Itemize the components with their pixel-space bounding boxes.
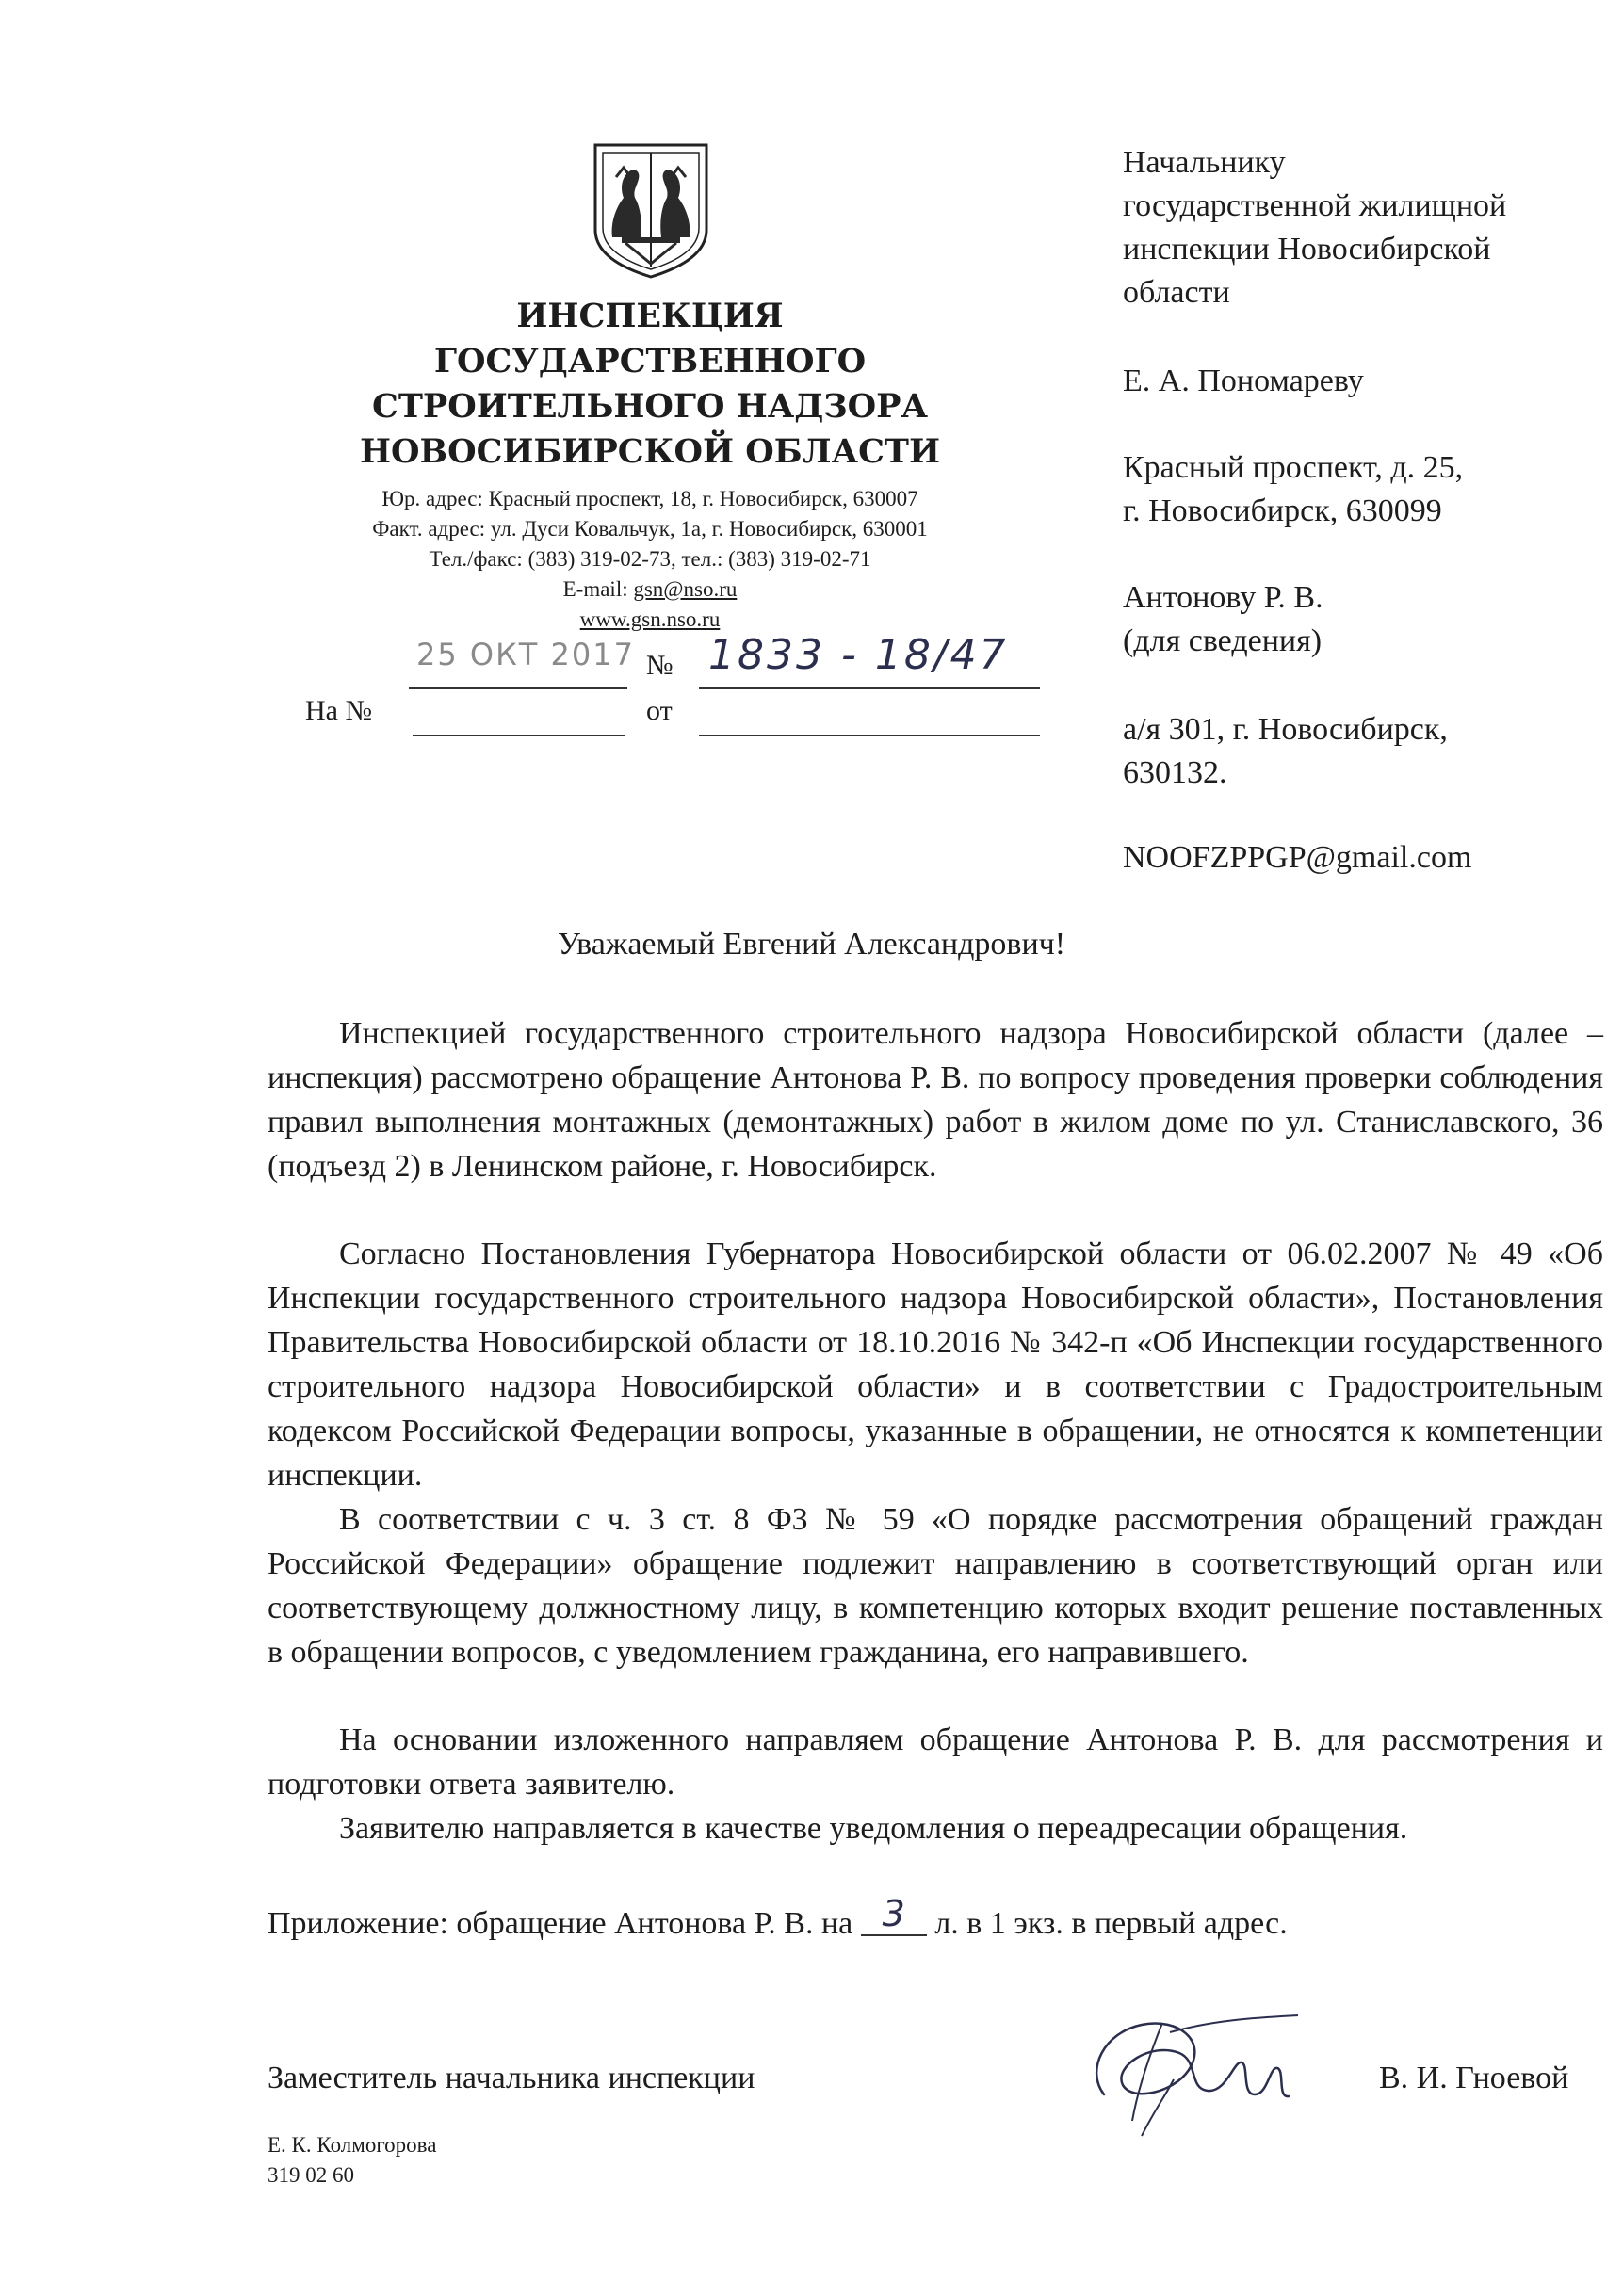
recipient-address-line: Красный проспект, д. 25, — [1123, 450, 1464, 485]
org-name-line: ГОСУДАРСТВЕННОГО — [433, 342, 867, 380]
body-paragraph-3: В соответствии с ч. 3 ст. 8 ФЗ № 59 «О порядке рассмотрения обращений граждан Российской Федерации» обращение подлежит направлению в соответствующий орган или соответствующему должностному лицу, в компетенцию которых входит решение поставленных в обращении вопросов, с уведомлением гражданина, его направившего. — [268, 1502, 1603, 1670]
attachment-sheets: 3 — [861, 1893, 927, 1936]
signer-name: В. И. Гноевой — [1379, 2061, 1569, 2095]
handwritten-signature-icon — [1076, 2004, 1302, 2145]
body-paragraph-2: Согласно Постановления Губернатора Новосибирской области от 06.02.2007 № 49 «Об Инспекции государственного строительного надзора Новосибирской области», Постановления Правительства Новосибирской области от 18.10.2016 № 342-п «Об Инспекции государственного строительного надзора Новосибирской области» и в соответствии с Градостроительным кодексом Российской Федерации вопросы, указанные в обращении, не относятся к компетенции инспекции. — [268, 1237, 1603, 1493]
website-link[interactable]: www.gsn.nso.ru — [579, 607, 721, 631]
copy-recipient — [1123, 576, 1594, 663]
number-label: № — [646, 650, 674, 681]
recipient-address-line: г. Новосибирск, 630099 — [1123, 493, 1442, 528]
attachment-suffix: л. в 1 экз. в первый адрес. — [934, 1906, 1288, 1941]
coat-of-arms-icon — [584, 139, 718, 281]
signer-position: Заместитель начальника инспекции — [268, 2061, 755, 2095]
actual-address: Факт. адрес: ул. Дуси Ковальчук, 1а, г. Новосибирск, 630001 — [372, 517, 928, 541]
copy-address-line: 630132. — [1123, 755, 1227, 790]
body-paragraph-4: На основании изложенного направляем обращение Антонова Р. В. для рассмотрения и подготовки ответа заявителю. — [268, 1722, 1603, 1802]
executor-block — [268, 2130, 436, 2191]
email-label: E-mail: — [562, 577, 634, 601]
from-underline — [699, 735, 1040, 736]
recipient-address — [1123, 446, 1594, 533]
email-link[interactable]: gsn@nso.ru — [633, 577, 738, 601]
reply-to-underline — [413, 735, 625, 736]
copy-address — [1123, 708, 1594, 795]
attachment-line — [268, 1893, 1288, 1944]
handwritten-number: 1833 - 18/47 — [708, 631, 1009, 679]
executor-name: Е. К. Колмогорова — [268, 2133, 437, 2157]
body-paragraph-1: Инспекцией государственного строительного надзора Новосибирской области (далее – инспекция) рассмотрено обращение Антонова Р. В. по вопросу проведения проверки соблюдения правил выполнения монтажных (демонтажных) работ в жилом доме по ул. Станиславского, 36 (подъезд 2) в Ленинском районе, г. Новосибирск. — [268, 1016, 1603, 1184]
copy-recipient-note: (для сведения) — [1123, 623, 1323, 658]
number-underline — [699, 687, 1040, 689]
org-name-line: НОВОСИБИРСКОЙ ОБЛАСТИ — [359, 432, 941, 471]
recipient-name: Е. А. Пономареву — [1123, 364, 1364, 398]
date-stamp: 25 ОКТ 2017 — [416, 637, 635, 672]
executor-phone: 319 02 60 — [268, 2163, 354, 2187]
copy-recipient-name: Антонову Р. В. — [1123, 580, 1323, 615]
phone-fax: Тел./факс: (383) 319-02-73, тел.: (383) 319-02-71 — [429, 547, 871, 571]
email-line — [283, 574, 1017, 605]
body-paragraph-5: Заявителю направляется в качестве уведомления о переадресации обращения. — [339, 1811, 1408, 1846]
attachment-prefix: Приложение: обращение Антонова Р. В. на — [268, 1906, 853, 1941]
recipient-line: области — [1123, 275, 1230, 310]
recipient-line: государственной жилищной — [1123, 188, 1507, 223]
contact-block — [283, 484, 1017, 635]
greeting: Уважаемый Евгений Александрович! — [557, 927, 1066, 962]
org-name-line: ИНСПЕКЦИЯ — [516, 297, 784, 335]
organization-name — [311, 294, 989, 475]
reply-to-label: На № — [305, 695, 373, 726]
org-name-line: СТРОИТЕЛЬНОГО НАДЗОРА — [372, 387, 928, 426]
recipient-title — [1123, 141, 1594, 315]
recipient-line: Начальнику — [1123, 145, 1286, 180]
copy-address-line: а/я 301, г. Новосибирск, — [1123, 712, 1448, 747]
from-label: от — [646, 695, 673, 726]
date-underline — [409, 687, 627, 689]
recipient-line: инспекции Новосибирской — [1123, 232, 1491, 267]
copy-email[interactable]: NOOFZPPGP@gmail.com — [1123, 840, 1472, 875]
legal-address: Юр. адрес: Красный проспект, 18, г. Новосибирск, 630007 — [381, 487, 918, 510]
